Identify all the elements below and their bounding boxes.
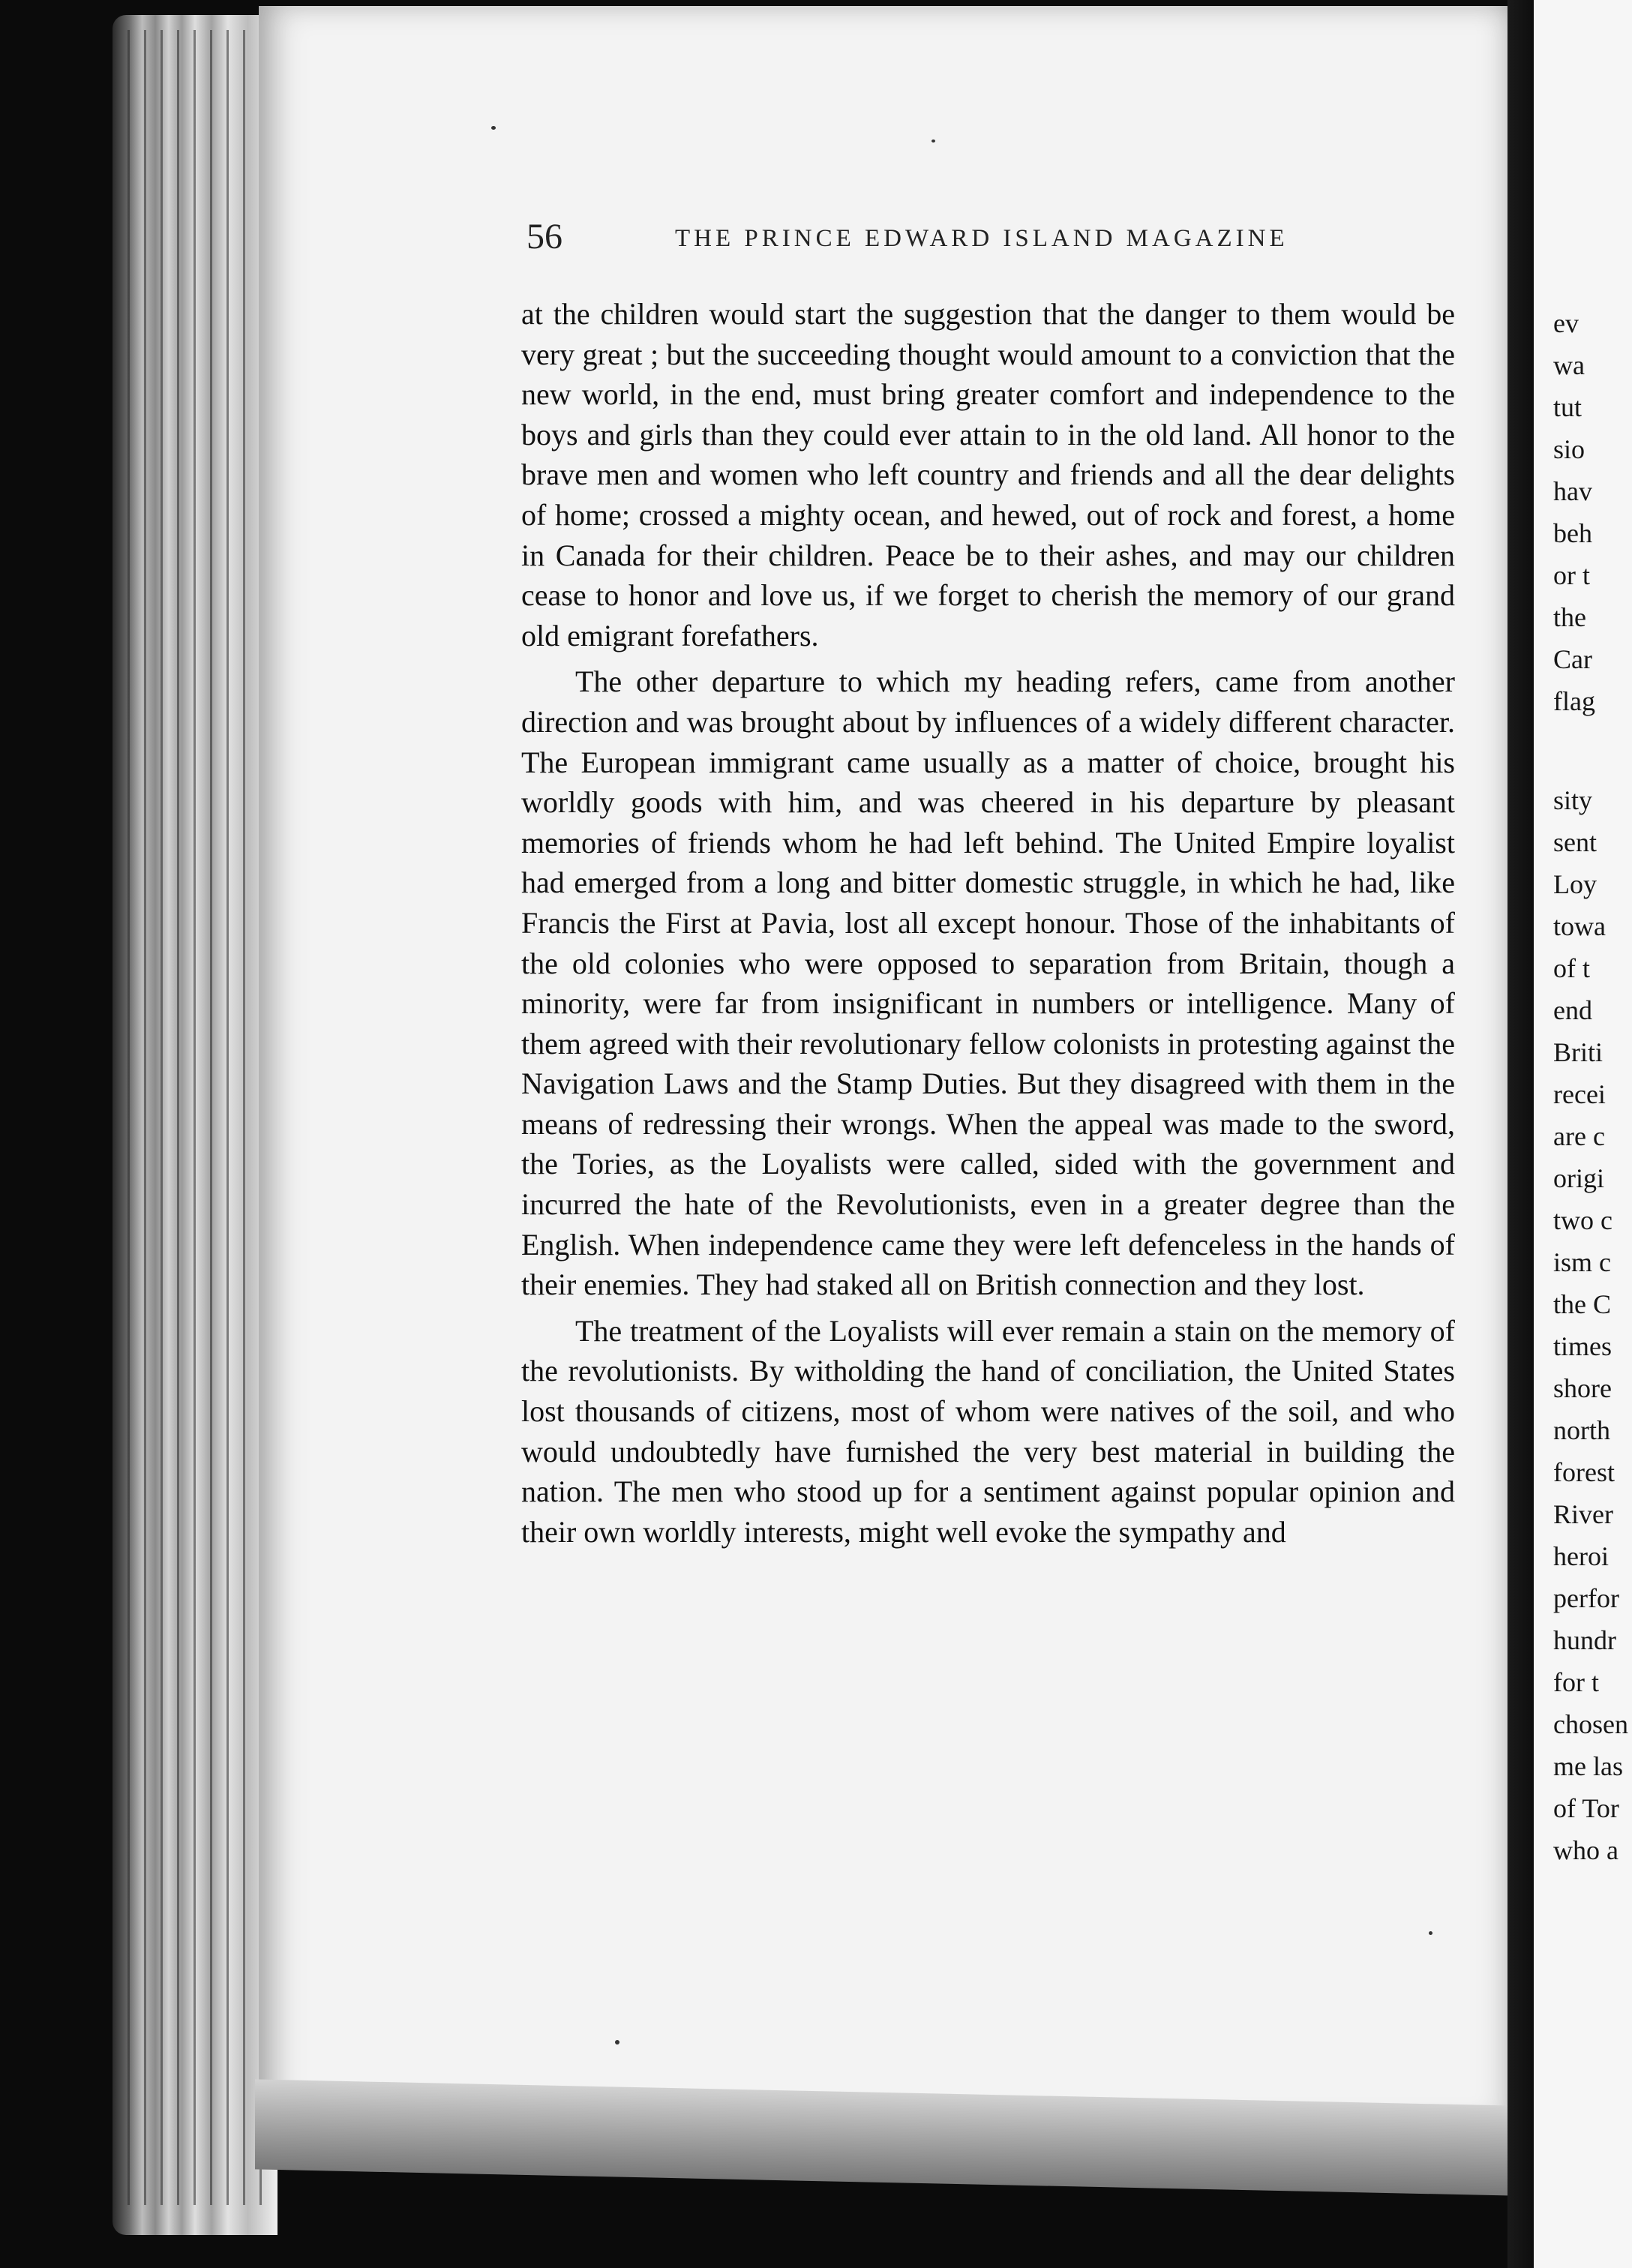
facing-page-line: are c bbox=[1553, 1121, 1605, 1151]
facing-page-line: Car bbox=[1553, 644, 1592, 674]
dust-speck bbox=[491, 126, 496, 130]
facing-page-line: perfor bbox=[1553, 1583, 1619, 1613]
facing-page-line: or t bbox=[1553, 560, 1590, 590]
facing-page-line: of Tor bbox=[1553, 1793, 1619, 1823]
facing-page-line: River bbox=[1553, 1499, 1613, 1529]
facing-page-line: of t bbox=[1553, 953, 1590, 983]
facing-page-line: hundr bbox=[1553, 1625, 1616, 1655]
facing-page-line: hav bbox=[1553, 476, 1592, 506]
facing-page-line: two c bbox=[1553, 1205, 1612, 1235]
page-edge-lines bbox=[128, 30, 270, 2205]
running-title: THE PRINCE EDWARD ISLAND MAGAZINE bbox=[675, 225, 1288, 252]
body-text bbox=[521, 294, 1455, 1552]
facing-page-line: forest bbox=[1553, 1457, 1615, 1487]
facing-page-line: recei bbox=[1553, 1079, 1606, 1109]
dust-speck bbox=[615, 2040, 620, 2044]
facing-page-line: times bbox=[1553, 1331, 1612, 1361]
facing-page-line: origi bbox=[1553, 1163, 1604, 1193]
dust-speck bbox=[932, 140, 935, 142]
paragraph: The treatment of the Loyalists will ever remain a stain on the memory of the revolutionists. By witholding the hand of conciliation, the United States lost thousands of citizens, most of whom were natives of the soil, and who would undoubtedly have furnished the very best material in building the nation. The men who stood up for a sentiment against popular opinion and their own worldly interests, might well evoke the sympathy and bbox=[521, 1313, 1455, 1549]
facing-page bbox=[1534, 0, 1632, 2268]
facing-page-line: shore bbox=[1553, 1373, 1612, 1403]
facing-page-line: flag bbox=[1553, 686, 1595, 716]
facing-page-line: north bbox=[1553, 1415, 1610, 1445]
paragraph: at the children would start the suggestion that the danger to them would be very great ; but the succeeding thought would amount to a conviction that the new world, in the end, must bring greater comfort and independence to the boys and girls than they could ever attain to in the old land. All honor to the brave men and women who left country and friends and all the dear delights of home; crossed a mighty ocean, and hewed, out of rock and forest, a home in Canada for their children. Peace be to their ashes, and may our children cease to honor and love us, if we forget to cherish the memory of our grand old emigrant forefathers. bbox=[521, 297, 1455, 652]
facing-page-line: wa bbox=[1553, 350, 1585, 380]
facing-page-line: heroi bbox=[1553, 1541, 1609, 1571]
facing-page-line: chosen bbox=[1553, 1709, 1628, 1739]
facing-page-line: tut bbox=[1553, 392, 1582, 422]
facing-page-line: Briti bbox=[1553, 1037, 1604, 1067]
facing-page-line: sio bbox=[1553, 434, 1586, 464]
facing-page-line: Loy bbox=[1553, 869, 1597, 899]
paragraph: The other departure to which my heading refers, came from another direction and was brought about by influences of a widely different character. The European immigrant came usually as a matter of choice, brought his worldly goods with him, and was cheered in his departure by pleasant memories of friends whom he had left behind. The United Empire loyalist had emerged from a long and bitter domestic struggle, in which he had, like Francis the First at Pavia, lost all except honour. Those of the inhabitants of the old colonies who were opposed to separation from Britain, though a minority, were far from insignificant in numbers or intelligence. Many of them agreed with their revolutionary fellow colonists in protesting against the Navigation Laws and the Stamp Duties. But they disagreed with them in the means of redressing their wrongs. When the appeal was made to the sword, the Tories, as the Loyalists were called, sided with the government and incurred the hate of the Revolutionists, even in a greater degree than the English. When independence came they were left defenceless in the hands of their enemies. They had staked all on British connection and they lost. bbox=[521, 664, 1455, 1302]
facing-page-line: sity bbox=[1553, 785, 1593, 815]
facing-page-line: sent bbox=[1553, 827, 1597, 857]
facing-page-line: the C bbox=[1553, 1289, 1611, 1319]
facing-page-line: towa bbox=[1553, 911, 1606, 941]
facing-page-line: end bbox=[1553, 995, 1592, 1025]
facing-page-line: ism c bbox=[1553, 1247, 1611, 1277]
facing-page-line: ev bbox=[1553, 308, 1579, 338]
facing-page-line: who a bbox=[1553, 1835, 1618, 1865]
facing-page-line: the bbox=[1553, 602, 1586, 632]
facing-page-line: beh bbox=[1553, 518, 1592, 548]
page-number: 56 bbox=[526, 217, 562, 256]
dust-speck bbox=[1429, 1931, 1432, 1935]
facing-page-line: for t bbox=[1553, 1667, 1599, 1697]
facing-page-line: me las bbox=[1553, 1751, 1623, 1781]
